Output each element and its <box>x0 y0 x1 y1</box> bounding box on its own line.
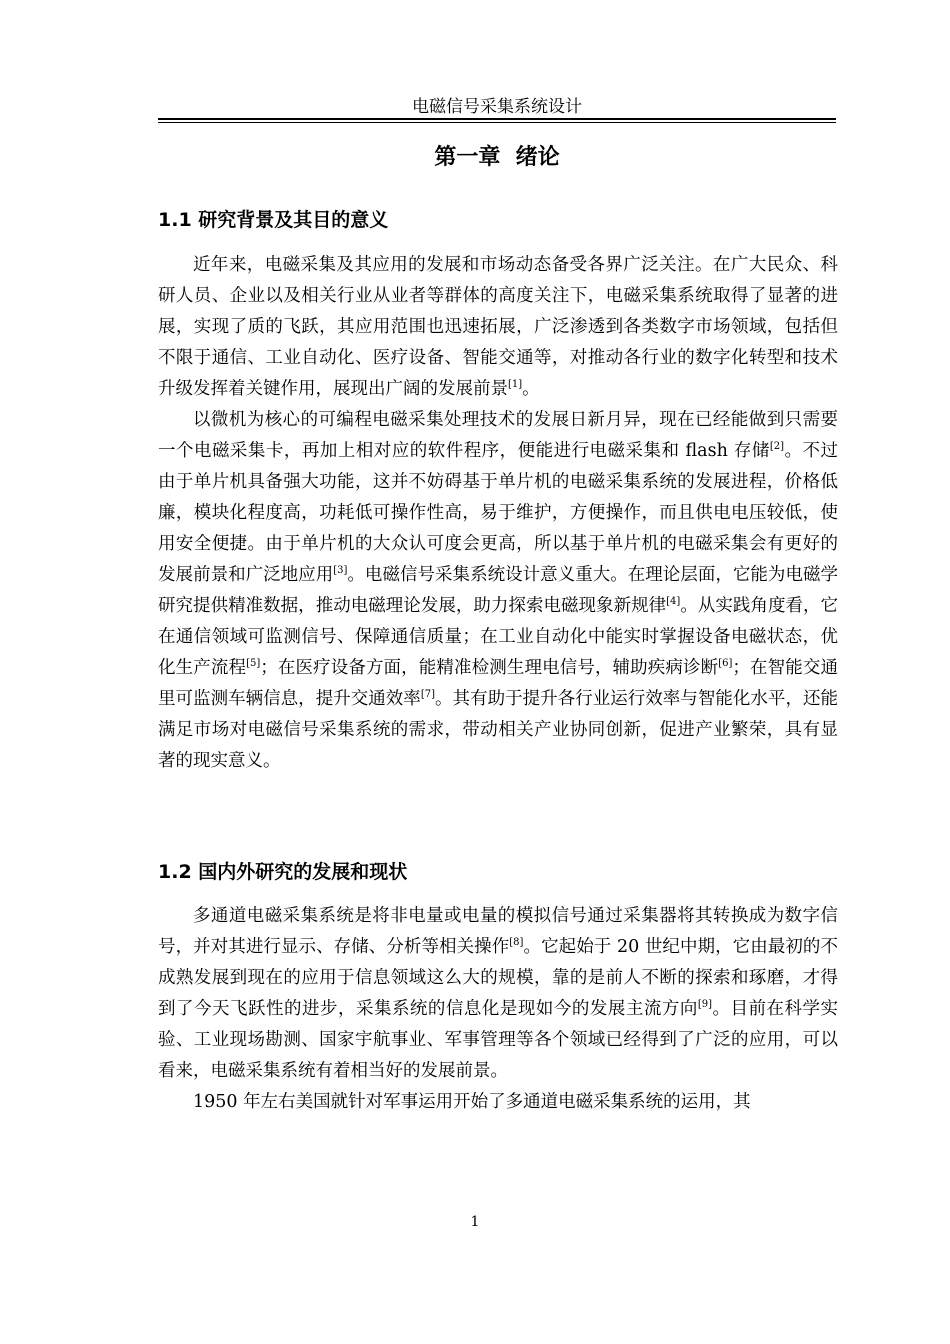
citation: [9] <box>697 999 713 1010</box>
paragraph: 1950 年左右美国就针对军事运用开始了多通道电磁采集系统的运用，其 <box>193 1092 751 1112</box>
citation: [7] <box>420 689 435 700</box>
citation: [4] <box>666 596 681 607</box>
paragraph: 以微机为核心的可编程电磁采集处理技术的发展日新月异，现在已经能做到只需要一个电磁采集卡，再加上相对应的软件程序，便能进行电磁采集和 flash 存储[2]。不过由于单片机具备强大功能，这并不妨碍基于单片机的电磁采集系统的发展进程，价格低廉，模块化程度高，功耗低可操作性高，易于维护，方便操作，而且供电电压较低，使用安全便捷。由于单片机的大众认可度会更高，所以基于单片机的电磁采集会有更好的发展前景和广泛地应用[3]。电磁信号采集系统设计意义重大。在理论层面，它能为电磁学研究提供精准数据，推动电磁理论发展，助力探索电磁现象新规律[4]。从实践角度看，它在通信领域可监测信号、保障通信质量；在工业自动化中能实时掌握设备电磁状态，优化生产流程[5]；在医疗设备方面，能精准检测生理电信号，辅助疾病诊断[6]；在智能交通里可监测车辆信息，提升交通效率[7]。其有助于提升各行业运行效率与智能化水平，还能满足市场对电磁信号采集系统的需求，带动相关产业协同创新，促进产业繁荣，具有显著的现实意义。 <box>158 410 839 771</box>
paragraph: 近年来，电磁采集及其应用的发展和市场动态备受各界广泛关注。在广大民众、科研人员、企业以及相关行业从业者等群体的高度关注下，电磁采集系统取得了显著的进展，实现了质的飞跃，其应用范围也迅速拓展，广泛渗透到各类数字市场领域，包括但不限于通信、工业自动化、医疗设备、智能交通等，对推动各行业的数字化转型和技术升级发挥着关键作用，展现出广阔的发展前景[1]。 <box>158 255 838 399</box>
citation: [1] <box>508 379 523 390</box>
citation: [2] <box>769 441 785 452</box>
citation: [5] <box>246 658 261 669</box>
citation: [8] <box>509 937 524 948</box>
paragraph: 多通道电磁采集系统是将非电量或电量的模拟信号通过采集器将其转换成为数字信号，并对其进行显示、存储、分析等相关操作[8]。它起始于 20 世纪中期，它由最初的不成熟发展到现在的应用于信息领域这么大的规模，靠的是前人不断的探索和琢磨，才得到了今天飞跃性的进步，采集系统的信息化是现如今的发展主流方向[9]。目前在科学实验、工业现场勘测、国家宇航事业、军事管理等各个领域已经得到了广泛的应用，可以看来，电磁采集系统有着相当好的发展前景。 <box>158 906 838 1081</box>
section-1-1-body <box>158 250 838 777</box>
section-1-2-body <box>158 901 838 1118</box>
section-heading-1-1: 1.1 研究背景及其目的意义 <box>158 209 389 231</box>
chapter-title: 第一章 绪论 <box>434 145 560 170</box>
header-rule-thick <box>158 118 836 120</box>
running-header: 电磁信号采集系统设计 <box>412 97 582 117</box>
header-rule-thin <box>158 122 836 123</box>
citation: [6] <box>718 658 733 669</box>
page-number: 1 <box>470 1214 480 1230</box>
section-heading-1-2: 1.2 国内外研究的发展和现状 <box>158 861 408 883</box>
citation: [3] <box>333 565 348 576</box>
